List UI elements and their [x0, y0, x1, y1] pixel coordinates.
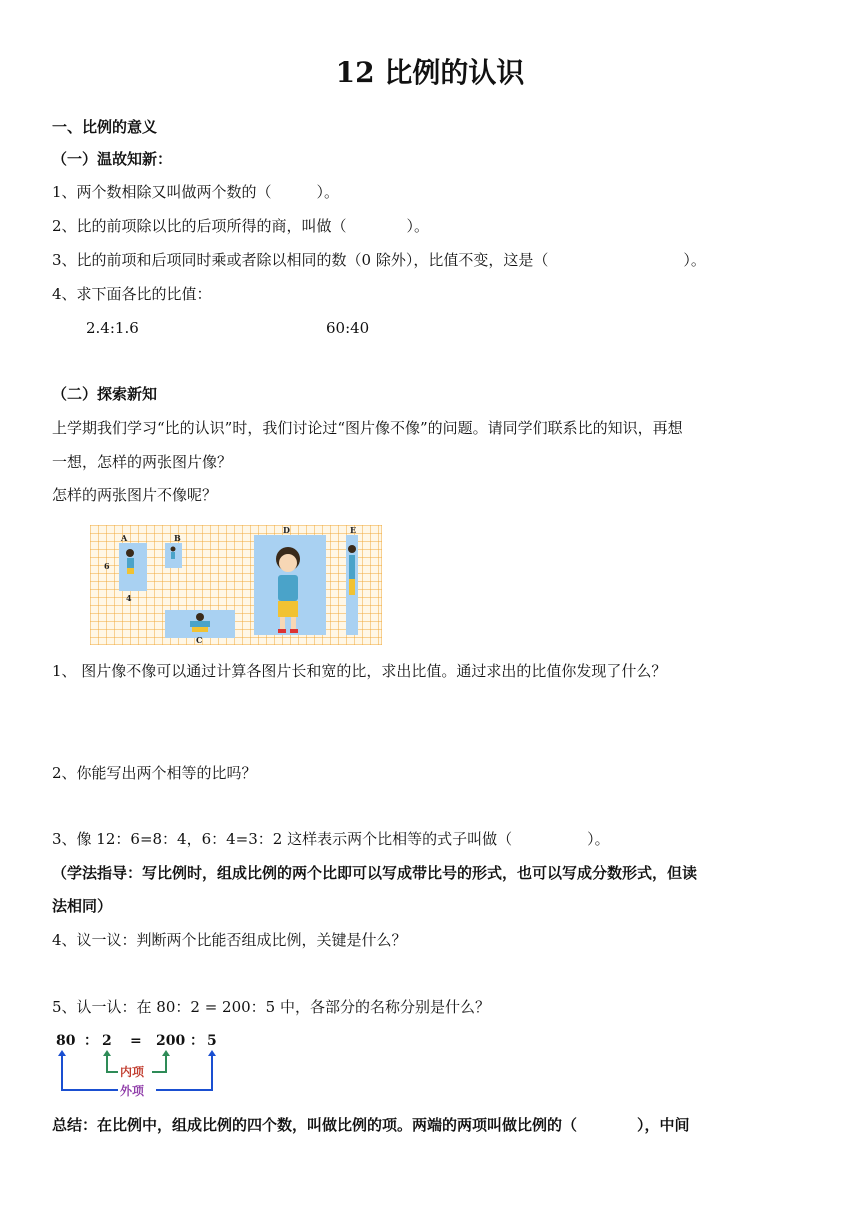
page-title: 12 比例的认识: [335, 56, 525, 89]
question-1: 1、两个数相除又叫做两个数的（ ）。: [52, 183, 340, 201]
colon-2: ：: [190, 1033, 204, 1049]
explore-question-4: 4、议一议：判断两个比能否组成比例，关键是什么？: [52, 931, 407, 949]
colon-1: ：: [84, 1033, 98, 1049]
paragraph-line-1: 上学期我们学习“比的认识”时，我们讨论过“图片像不像”的问题。请同学们联系比的知识，再想: [52, 419, 683, 437]
proportion-terms-diagram: [52, 1028, 232, 1104]
inner-terms-label: 内项: [120, 1065, 145, 1079]
label-bottom-4: 4: [126, 593, 132, 603]
label-d: D: [283, 525, 290, 535]
paragraph-line-2: 一想，怎样的两张图片像？: [52, 453, 233, 471]
subheading-review: （一）温故知新：: [52, 150, 173, 168]
term-80: 80: [56, 1033, 76, 1049]
study-tip-line-1: （学法指导：写比例时，组成比例的两个比即可以写成带比号的形式，也可以写成分数形式，但读: [52, 864, 698, 882]
label-c: C: [196, 635, 203, 645]
section-heading-meaning: 一、比例的意义: [52, 118, 158, 136]
label-b: B: [174, 533, 181, 543]
question-4: 4、求下面各比的比值：: [52, 285, 212, 303]
question-2: 2、比的前项除以比的后项所得的商，叫做（ ）。: [52, 217, 430, 235]
ratio-item-1: 2.4:1.6: [86, 319, 139, 337]
explore-question-5: 5、认一认：在 80：2 = 200：5 中，各部分的名称分别是什么？: [52, 998, 490, 1016]
summary-text: 总结：在比例中，组成比例的四个数，叫做比例的项。两端的两项叫做比例的（ ），中间: [52, 1116, 690, 1134]
outer-terms-label: 外项: [120, 1084, 145, 1098]
explore-question-2: 2、你能写出两个相等的比吗？: [52, 764, 257, 782]
question-3: 3、比的前项和后项同时乘或者除以相同的数（0 除外），比值不变，这是（ ）。: [52, 251, 706, 269]
explore-question-3: 3、像 12：6=8：4，6：4=3：2 这样表示两个比相等的式子叫做（ ）。: [52, 830, 610, 848]
explore-question-1: 1、 图片像不像可以通过计算各图片长和宽的比，求出比值。通过求出的比值你发现了什么？: [52, 662, 667, 680]
term-5: 5: [207, 1033, 217, 1049]
label-e: E: [350, 525, 357, 535]
label-side-6: 6: [104, 561, 110, 571]
study-tip-line-2: 法相同）: [52, 897, 113, 915]
term-2: 2: [102, 1033, 112, 1049]
ratio-item-2: 60:40: [326, 319, 370, 337]
term-200: 200: [156, 1033, 186, 1049]
label-a: A: [121, 533, 128, 543]
paragraph-line-3: 怎样的两张图片不像呢？: [52, 486, 218, 504]
subheading-explore: （二）探索新知: [52, 385, 158, 403]
picture-grid-figure: [90, 525, 382, 645]
equals-sign: =: [130, 1033, 142, 1049]
